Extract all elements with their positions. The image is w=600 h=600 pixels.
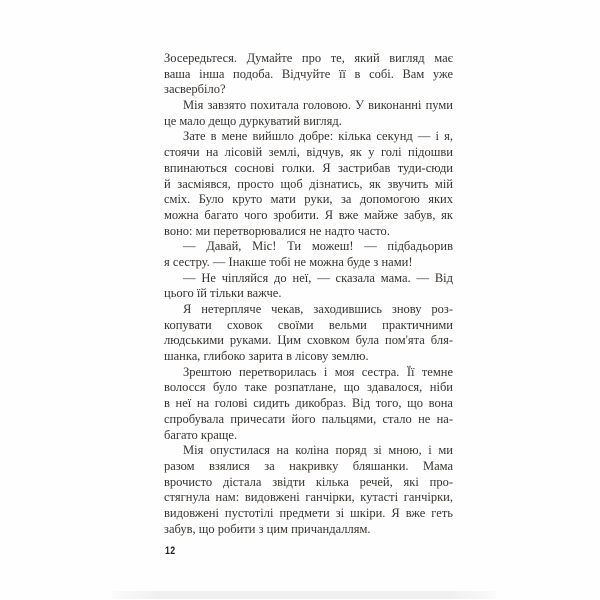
text-line: засвербіло? xyxy=(164,82,226,97)
text-line: Зате в мене вийшло добре: кілька секунд — і я, xyxy=(183,129,453,144)
page-number: 12 xyxy=(165,545,176,557)
text-line: впинаються соснові голки. Я застрибав туди-сюди xyxy=(164,160,453,175)
text-line: це мало дещо дуркуватий вигляд. xyxy=(164,113,342,128)
text-line: волосся було таке розпатлане, що здавалося, ніби xyxy=(164,380,453,395)
text-line: шанка, глибоко зарита в лісову землю. xyxy=(164,349,369,364)
text-line: врочисто дістала звідти кілька речей, які про- xyxy=(164,474,453,489)
text-line: Зрештою перетворилась і моя сестра. Її темне xyxy=(183,364,453,379)
text-line: багато краще. xyxy=(164,427,238,442)
text-line: й засміявся, просто щоб дізнатись, як звучить мій xyxy=(164,176,453,191)
text-line: ваша інша подоба. Відчуйте її в собі. Вам уже xyxy=(164,66,453,81)
text-line: можна багато чого зробити. Я вже майже забув, як xyxy=(164,207,453,222)
text-line: забув, що робити з цим причандаллям. xyxy=(164,521,371,536)
text-line: стягнула нам: видовжені ганчірки, кутасті ганчірки, xyxy=(164,490,453,505)
text-line: — Не чіпляйся до неї, — сказала мама. — Від xyxy=(183,270,453,285)
text-line: — Давай, Міс! Ти можеш! — підбадьорив xyxy=(183,239,453,254)
text-line: спробувала причесати його пальцями, стало не на- xyxy=(164,411,453,426)
text-line: воно: ми перетворювалися не надто часто. xyxy=(164,223,390,238)
page-text-block xyxy=(164,51,453,537)
text-line: Я нетерпляче чекав, заходившись знову роз- xyxy=(183,302,453,316)
text-line: видовжені пустотілі предмети зі шкіри. Я вже геть xyxy=(164,505,453,520)
text-line: Зосередьтеся. Думайте про те, який вигляд має xyxy=(164,51,453,65)
text-line: стоячи на лісовій землі, відчув, як у голі підошви xyxy=(164,145,453,160)
text-line: разом взялися за накривку бляшанки. Мама xyxy=(164,458,453,473)
text-line: Мія завзято похитала головою. У виконанні пуми xyxy=(183,98,453,113)
page-bottom-edge-shadow xyxy=(112,591,496,599)
text-line: в неї на голові сидить дикобраз. Від того, що вона xyxy=(164,396,453,411)
text-line: я сестру. — Інакше тобі не можна буде з нами! xyxy=(164,254,413,269)
text-line: копувати сховок своїми вельми практичними xyxy=(164,317,453,332)
text-line: сміх. Було круто мати руки, за допомогою яких xyxy=(164,192,453,207)
text-line: цього їй тільки важче. xyxy=(164,286,282,301)
text-line: Мія опустилася на коліна поряд зі мною, і ми xyxy=(183,443,453,458)
text-line: людськими руками. Цим сховком була пом'ята бля- xyxy=(164,333,453,348)
